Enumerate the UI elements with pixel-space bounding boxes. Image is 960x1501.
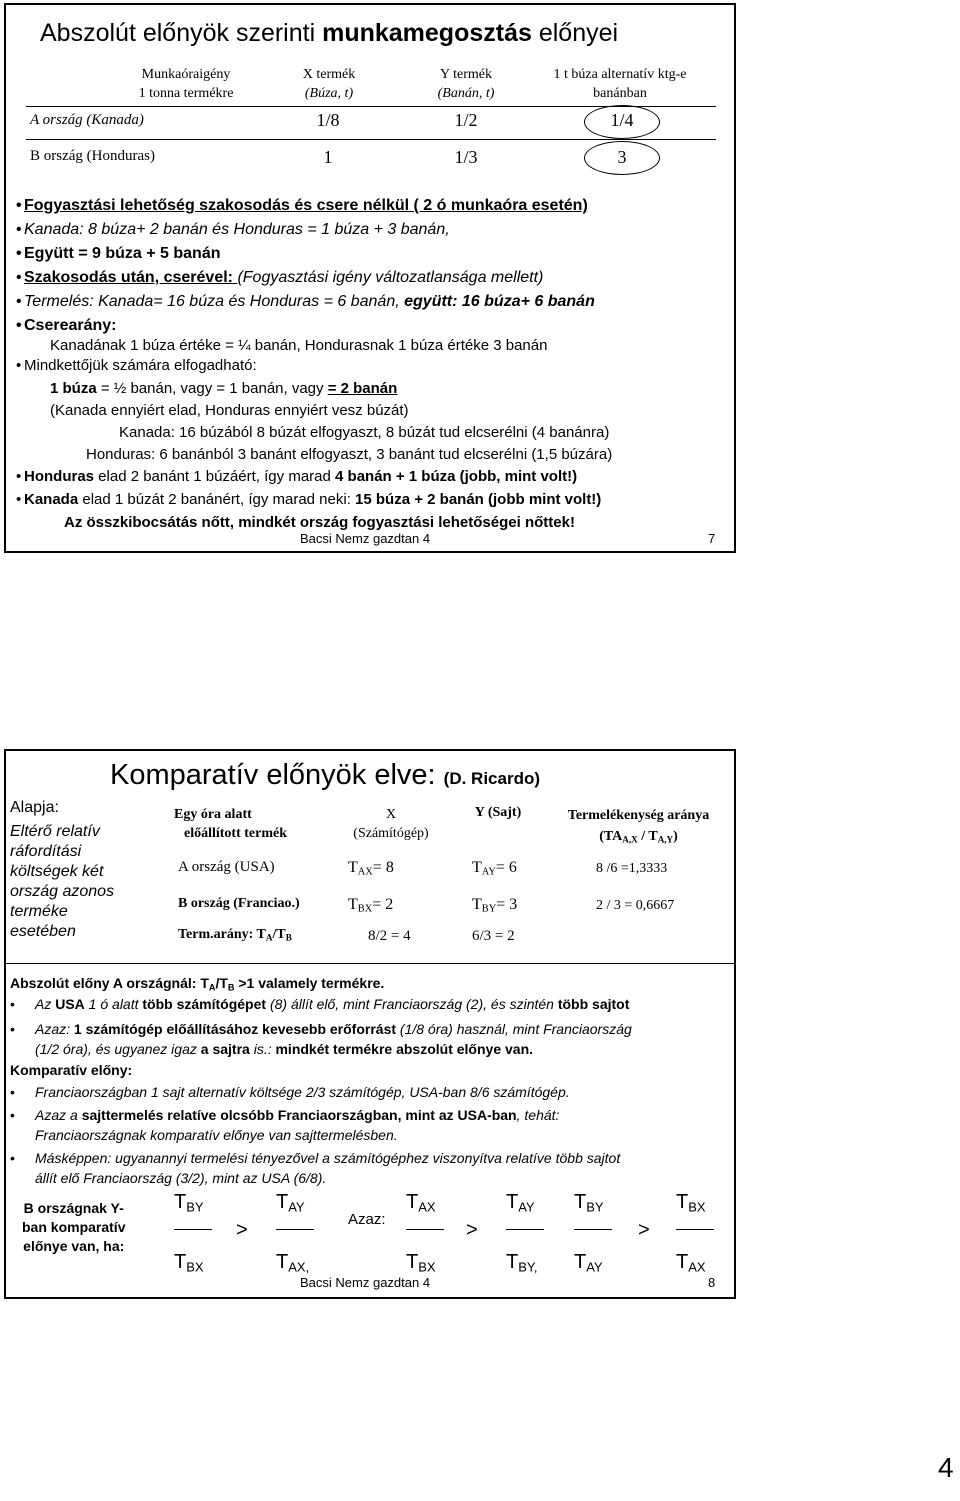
line-text: 1 ó alatt [84,996,143,1012]
slide-8 [4,749,736,1299]
list-item: • Kanada: 8 búza+ 2 banán és Honduras = 1 búza + 3 banán, [16,221,450,238]
table-header-y [411,65,521,103]
table-cell: 1 [323,147,333,167]
ratio-formula: $(TA_{A,X} / T_{A,Y})$ [599,829,678,845]
side-heading: Alapja: [10,799,59,816]
slide-title [40,19,618,48]
fraction-numerator: $T_{AY}$ [276,1191,305,1215]
side-note-line: terméke [10,903,68,920]
table-cell: 1/8 [316,110,340,130]
table-divider [6,963,734,964]
side-note-line: ország azonos [10,883,115,900]
fraction-denominator: $T_{AY}$ [574,1251,603,1275]
text-line: állít elő Franciaország (3/2), mint az USA (6/8). [35,1170,327,1186]
header-line: 1 t búza alternatív ktg-e [553,67,687,82]
greater-than-sign: > [236,1219,248,1241]
header-line: X termék [302,67,356,82]
line-text-bold: 15 búza + 2 banán (jobb mint volt!) [355,491,602,508]
line-text-bold: Szakosodás után, cserével: [24,269,238,286]
list-item: • Azaz: 1 számítógép előállításához kevesebb erőforrást (1/8 óra) használ, mint Franciaország [10,1021,632,1037]
fraction-bar [276,1229,314,1230]
line-text-bold: Kanada [24,491,79,508]
greater-than-sign: > [466,1219,478,1241]
header-line: X [385,807,397,822]
header-line: (Búza, t) [304,86,354,101]
slide-footer: Bacsi Nemz gazdtan 4 [300,1275,431,1290]
line-text-bold: = 2 banán [327,380,398,397]
table-cell: 8 /6 =1,3333 [596,861,668,876]
greater-than-sign: > [638,1219,650,1241]
line-text: Másképpen: ugyanannyi termelési tényezővel a számítógéphez viszonyítva relatíve több sajtot [35,1150,621,1166]
table-header-x [336,805,446,843]
slide-number: 8 [708,1275,716,1290]
table-header-hours [116,65,256,103]
title-text: Komparatív előnyök elve: [110,759,444,791]
condition-line: ban komparatív [22,1219,126,1235]
fraction-denominator: $T_{BX}$ [406,1251,436,1275]
title-bold-text: munkamegosztás [322,19,532,47]
header-line: Y termék [440,67,492,82]
line-text: Az [35,996,56,1012]
table-cell: $T_{BX}= 2$ [348,896,394,915]
line-text: Kanada: 8 búza+ 2 banán és Honduras = 1 búza + 3 banán, [24,221,450,238]
fraction-bar [174,1229,212,1230]
table-cell: 1/2 [454,110,478,130]
slide-footer: Bacsi Nemz gazdtan 4 [300,531,431,546]
line-text-bold: több számítógépet [142,996,267,1012]
table-header-alt-cost [526,65,714,103]
side-note-line: ráfordítási [10,843,82,860]
line-text: Cserearány: [24,317,117,334]
line-text: elad 2 banánt 1 búzáért, így marad [94,468,336,485]
fraction-numerator: $T_{AY}$ [506,1191,535,1215]
header-line: (Banán, t) [437,86,495,101]
line-text: is.: [249,1041,276,1057]
line-text: = ½ banán, vagy = 1 banán, vagy [96,380,328,397]
list-item: • Együtt = 9 búza + 5 banán [16,245,221,262]
condition-line: B országnak Y- [23,1200,124,1216]
table-cell: 6/3 = 2 [472,928,515,944]
list-item: • Másképpen: ugyanannyi termelési tényezővel a számítógéphez viszonyítva relatíve több sajtot [10,1150,621,1166]
slide-title [110,759,540,792]
line-text: (Fogyasztási igény változatlansága mellett) [237,269,544,286]
fraction-numerator: $T_{BY}$ [174,1191,204,1215]
line-text: Azaz a [35,1107,82,1123]
line-text-bold: 1 búza [50,380,97,397]
line-text: (8) állít elő, mint Franciaország (2), és szintén [266,996,558,1012]
header-line: Egy óra alatt [174,807,252,822]
line-text-bold: 1 számítógép előállításához kevesebb erőforrást [73,1021,397,1037]
list-item: • Honduras elad 2 banánt 1 búzáért, így marad 4 banán + 1 búza (jobb, mint volt!) [16,468,578,485]
line-text-bold: Abszolút előny [10,975,110,991]
table-row-label: B ország (Honduras) [30,148,155,164]
header-line: előállított termék [184,826,288,841]
table-cell: $T_{AX}= 8$ [348,859,394,878]
fraction-denominator: $T_{BX}$ [174,1251,204,1275]
list-item: • Az USA 1 ó alatt több számítógépet (8) állít elő, mint Franciaország (2), és szintén több sajtot [10,996,630,1012]
slide-number: 7 [708,531,716,546]
fraction-numerator: $T_{BX}$ [676,1191,706,1215]
list-item: • Termelés: Kanada= 16 búza és Honduras = 6 banán, együtt: 16 búza+ 6 banán [16,293,595,310]
table-row-label: A ország (Kanada) [30,112,144,128]
fraction-bar [574,1229,612,1230]
line-text-bold: >1 valamely termékre. [234,975,385,991]
line-text-bold: több sajtot [557,996,630,1012]
table-cell: 8/2 = 4 [368,928,411,944]
table-header-x [274,65,384,103]
line-text-bold: USA [55,996,85,1012]
table-cell: $T_{BY}= 3$ [472,896,518,915]
line-text: (1/2 óra), és ugyanez igaz [35,1041,201,1057]
line-text-bold: 4 banán + 1 búza (jobb, mint volt!) [335,468,578,485]
line-text: Azaz: [35,1021,74,1037]
side-note-line: esetében [10,923,76,940]
text-line: Kanada: 16 búzából 8 búzát elfogyaszt, 8 búzát tud elcserélni (4 banánra) [119,424,610,441]
row-label-text: Term.arány: T [178,927,266,942]
text-line: Franciaországnak komparatív előnye van sajttermelésben. [35,1127,398,1143]
table-header-y: Y (Sajt) [474,805,522,820]
line-text-bold: mindkét termékre abszolút előnye van. [275,1041,534,1057]
text-line: (Kanada ennyiért elad, Honduras ennyiért vesz búzát) [50,402,409,419]
line-text: (1/8 óra) használ, mint Franciaország [396,1021,632,1037]
line-text-bold: Honduras [24,468,95,485]
side-note-line: Eltérő relatív [10,823,100,840]
table-row-label: A ország (USA) [178,859,275,875]
line-text-bold: a sajtra [200,1041,250,1057]
text-line [50,380,397,397]
fraction-bar [406,1229,444,1230]
table-cell: 1/3 [454,147,478,167]
list-item: • Kanada elad 1 búzát 2 banánért, így marad neki: 15 búza + 2 banán (jobb mint volt!) [16,491,602,508]
table-cell: 3 [617,147,627,167]
list-item: • Szakosodás után, cserével: (Fogyasztási igény változatlansága mellett) [16,269,544,286]
header-line: 1 tonna termékre [138,86,234,101]
comparative-heading: Komparatív előny: [10,1062,133,1078]
line-text: elad 1 búzát 2 banánért, így marad neki: [78,491,356,508]
azaz-label: Azaz: [348,1211,386,1228]
line-text: Franciaországban 1 sajt alternatív költsége 2/3 számítógép, USA-ban 8/6 számítógép. [35,1084,570,1100]
text-line [35,1041,533,1057]
side-note [10,822,114,942]
table-divider [26,139,716,140]
slide-7 [4,3,736,553]
line-text: Fogyasztási lehetőség szakosodás és csere nélkül ( 2 ó munkaóra esetén) [24,197,588,214]
absolute-advantage-line: Abszolút előny A országnál: $T_A/T_B >1$ valamely termékre. [10,975,385,993]
list-item: • Franciaországban 1 sajt alternatív költsége 2/3 számítógép, USA-ban 8/6 számítógép. [10,1084,570,1100]
fraction-denominator: $T_{AX}$ [676,1251,706,1275]
condition-line: előnye van, ha: [23,1238,125,1254]
line-text-bold: sajttermelés relatíve olcsóbb Franciaországban, mint az USA-ban [81,1107,517,1123]
fraction-bar [506,1229,544,1230]
fraction-denominator: $T_{AX,}$ [276,1251,310,1275]
line-text: Termelés: Kanada= 16 búza és Honduras = 6 banán, [24,293,405,310]
line-text: , tehát: [516,1107,560,1123]
table-header-ratio [546,805,731,850]
title-small-text: (D. Ricardo) [443,769,541,788]
list-item: • Cserearány: [16,317,117,334]
text-line: Honduras: 6 banánból 3 banánt elfogyaszt, 3 banánt tud elcserélni (1,5 búzára) [86,446,613,463]
table-header-output [174,805,287,843]
table-row-label: B ország (Franciao.) [178,896,300,911]
header-line: banánban [593,86,647,101]
list-item: • Azaz a sajttermelés relatíve olcsóbb Franciaországban, mint az USA-ban, tehát: [10,1107,560,1123]
line-text-bold: együtt: 16 búza+ 6 banán [404,293,595,310]
conclusion-line: Az összkibocsátás nőtt, mindkét ország fogyasztási lehetőségei nőttek! [64,514,575,531]
table-cell: $T_{AY}= 6$ [472,859,517,878]
list-item: • Fogyasztási lehetőség szakosodás és csere nélkül ( 2 ó munkaóra esetén) [16,197,588,214]
fraction-denominator: $T_{BY,}$ [506,1251,538,1275]
header-line: Munkaóraigény [141,67,231,82]
header-line: Termelékenység aránya [567,808,710,823]
table-row-label: Term.arány: $T_A/T_B$ [178,927,292,943]
title-text: Abszolút előnyök szerinti [40,19,323,47]
condition-label [22,1199,125,1256]
line-text: Együtt = 9 búza + 5 banán [24,245,221,262]
table-cell: 2 / 3 = 0,6667 [596,898,675,913]
text-line: Kanadának 1 búza értéke = ¼ banán, Hondurasnak 1 búza értéke 3 banán [50,337,548,354]
line-text-bold: A országnál: T [109,975,209,991]
side-note-line: költségek két [10,863,104,880]
line-text: Mindkettőjük számára elfogadható: [24,357,257,374]
fraction-numerator: $T_{BY}$ [574,1191,604,1215]
fraction-numerator: $T_{AX}$ [406,1191,436,1215]
header-line: (Számítógép) [353,826,429,841]
fraction-bar [676,1229,714,1230]
title-text-end: előnyei [531,19,619,47]
page-number: 4 [938,1452,954,1483]
table-cell: 1/4 [610,110,634,130]
list-item: • Mindkettőjük számára elfogadható: [16,357,257,374]
